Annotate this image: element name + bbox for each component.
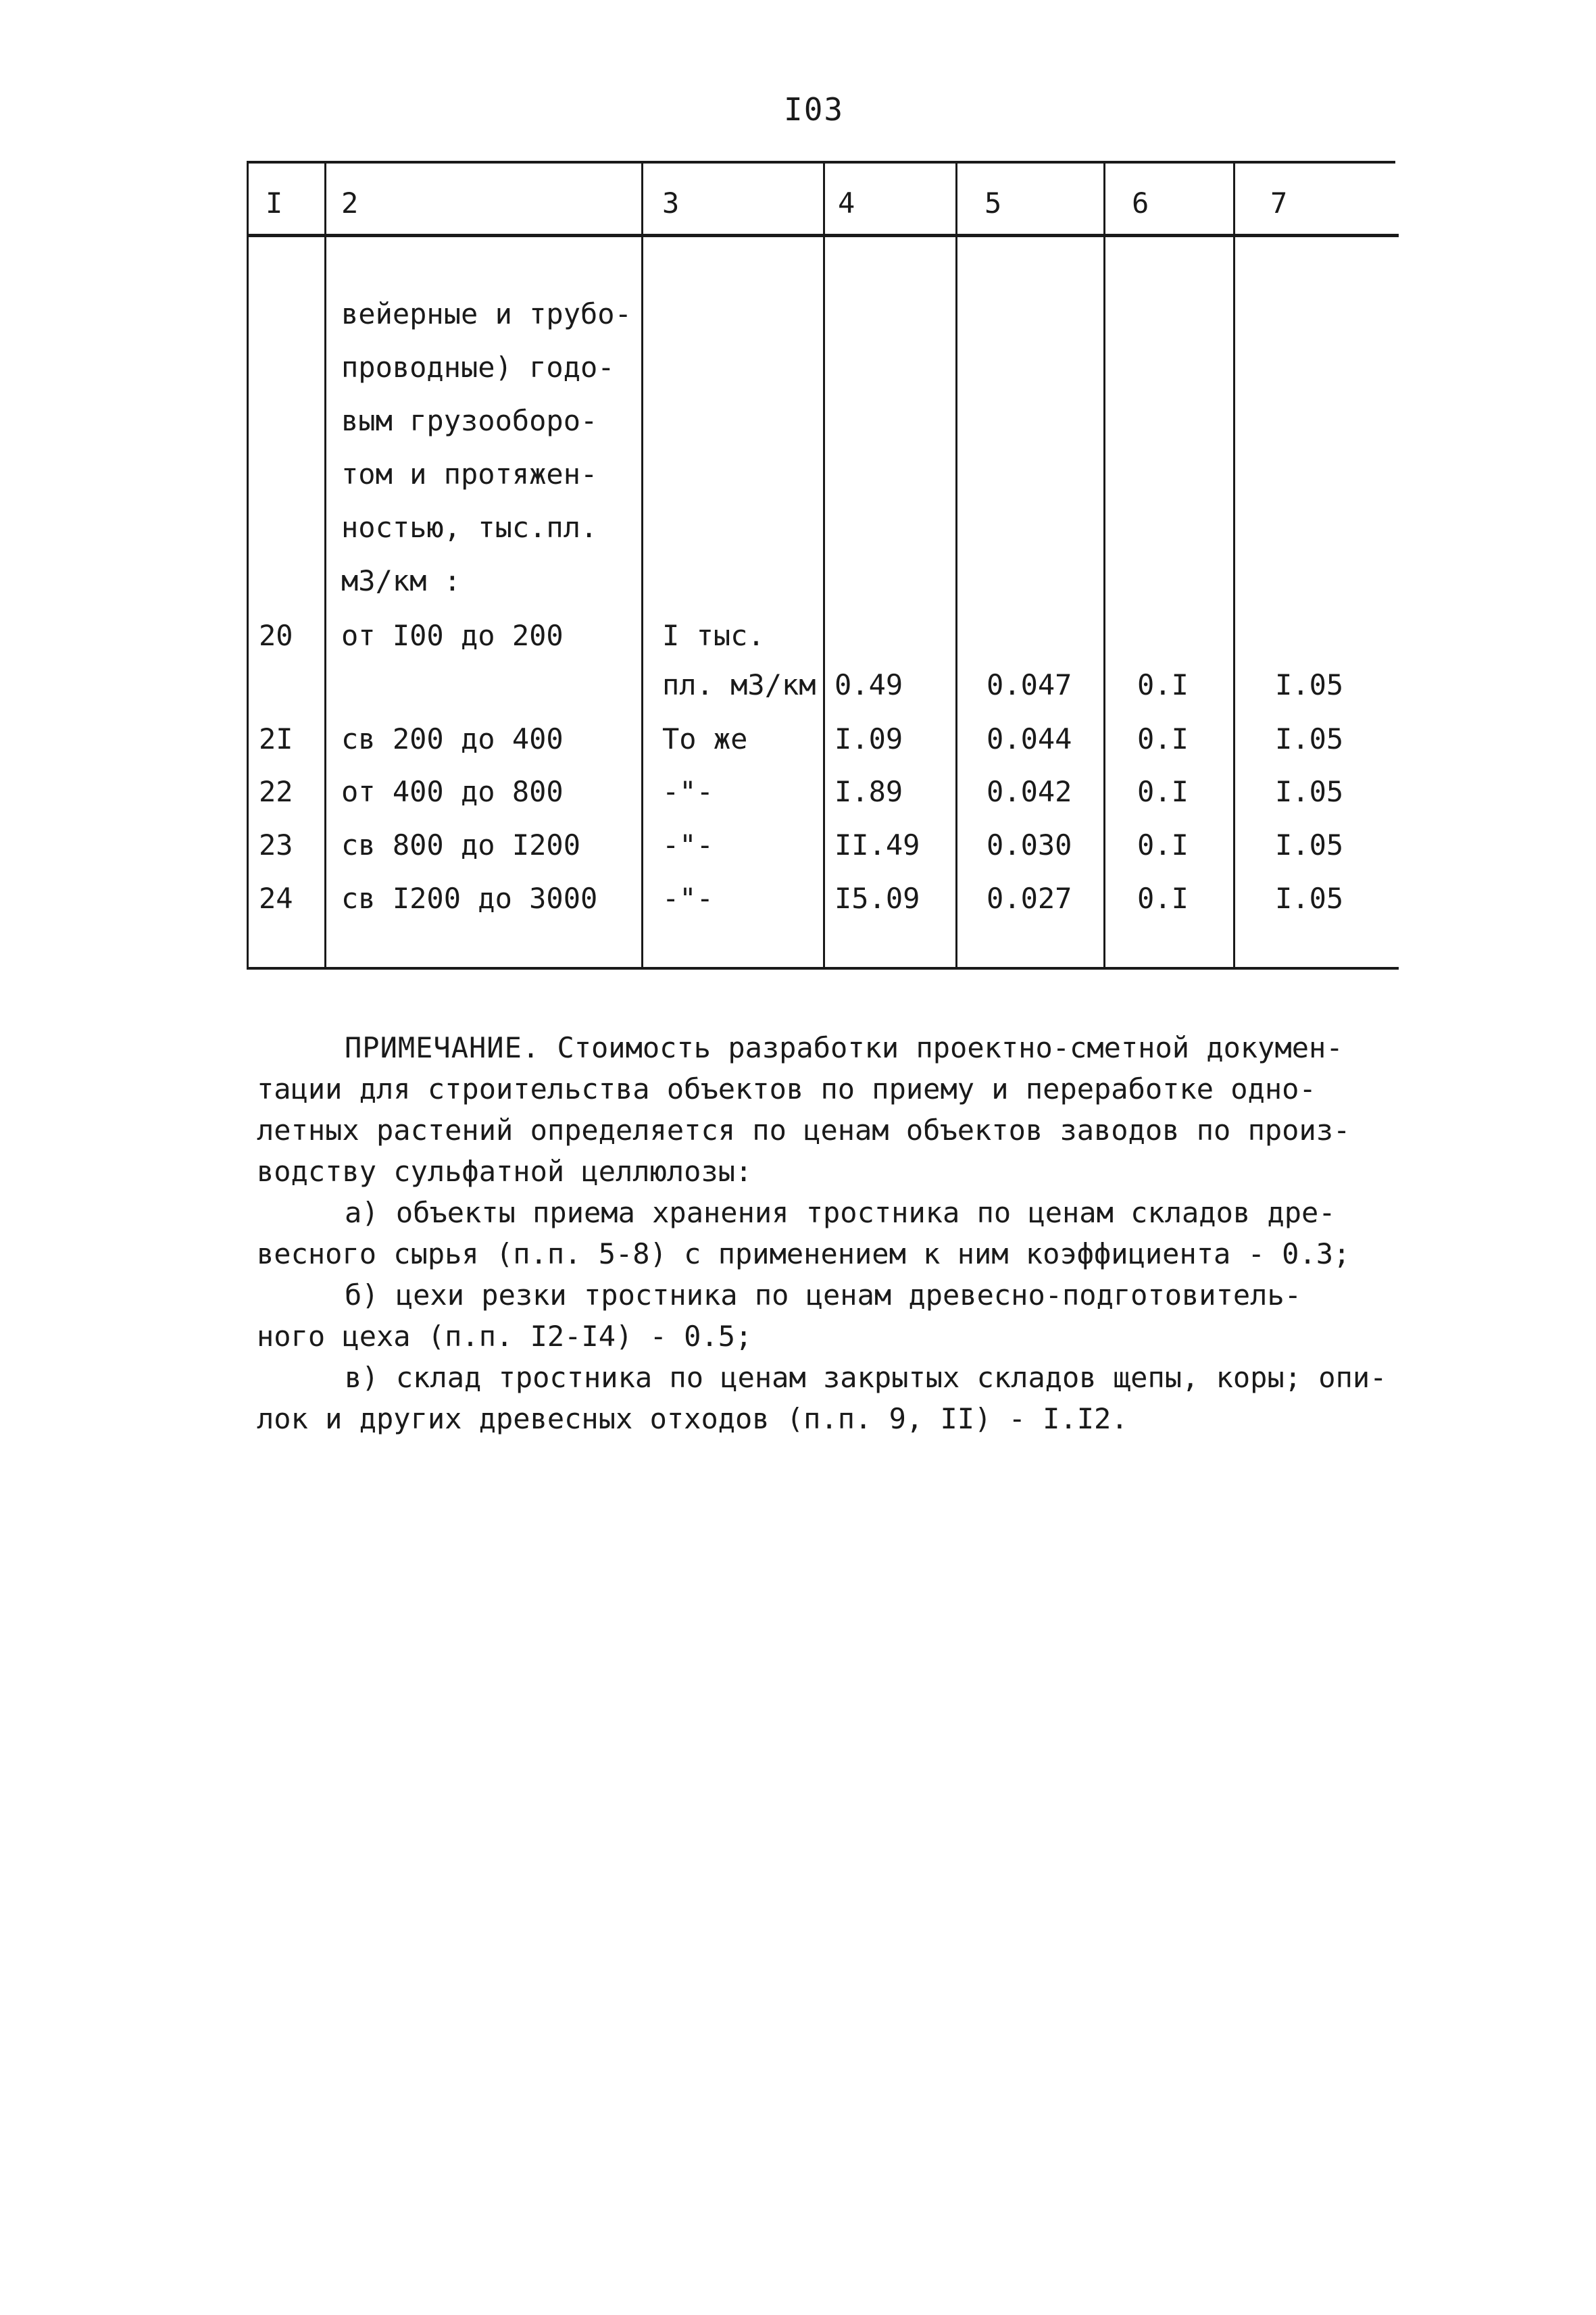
description-line: вейерные и трубо- (341, 297, 632, 330)
row-value-col6: 0.I (1137, 882, 1189, 915)
table-top-rule (247, 161, 1395, 164)
row-value-col4: I5.09 (834, 882, 920, 915)
description-line: м3/км : (341, 564, 462, 597)
note-line: летных растений определяется по ценам объектов заводов по произ- (257, 1114, 1351, 1147)
column-divider-2 (641, 161, 643, 970)
note-line: а) объекты приема хранения тростника по ценам складов дре- (345, 1196, 1336, 1229)
row-unit: -"- (662, 828, 714, 862)
note-line: водству сульфатной целлюлозы: (257, 1155, 753, 1188)
description-line: том и протяжен- (341, 457, 598, 491)
header-col-1: I (266, 186, 283, 220)
row-value-col5: 0.027 (987, 882, 1072, 915)
header-col-7: 7 (1270, 186, 1288, 220)
row-number: 2I (259, 722, 293, 755)
row-value-col4: 0.49 (834, 668, 903, 701)
row-value-col6: 0.I (1137, 722, 1189, 755)
page-number: I03 (784, 91, 845, 128)
column-divider-3 (823, 161, 825, 970)
row-value-col7: I.05 (1275, 668, 1344, 701)
column-divider-5 (1103, 161, 1105, 970)
row-value-col7: I.05 (1275, 775, 1344, 808)
column-divider-4 (955, 161, 957, 970)
row-number: 22 (259, 775, 293, 808)
row-value-col6: 0.I (1137, 828, 1189, 862)
row-range: св 800 до I200 (341, 828, 581, 862)
row-value-col4: I.09 (834, 722, 903, 755)
row-value-col7: I.05 (1275, 722, 1344, 755)
header-col-2: 2 (341, 186, 359, 220)
row-value-col5: 0.042 (987, 775, 1072, 808)
row-number: 24 (259, 882, 293, 915)
row-number: 20 (259, 619, 293, 652)
header-col-4: 4 (838, 186, 855, 220)
row-value-col4: I.89 (834, 775, 903, 808)
row-value-col7: I.05 (1275, 882, 1344, 915)
column-divider-1 (324, 161, 326, 970)
header-col-5: 5 (984, 186, 1002, 220)
note-line: ного цеха (п.п. I2-I4) - 0.5; (257, 1320, 753, 1353)
row-unit: пл. м3/км (662, 668, 816, 701)
column-divider-6 (1233, 161, 1235, 970)
note-line: весного сырья (п.п. 5-8) с применением к ним коэффициента - 0.3; (257, 1237, 1351, 1270)
row-range: св I200 до 3000 (341, 882, 598, 915)
row-value-col4: II.49 (834, 828, 920, 862)
note-label: ПРИМЕЧАНИЕ. (345, 1031, 541, 1064)
note-text: Стоимость разработки проектно-сметной докумен- (557, 1031, 1343, 1064)
description-line: ностью, тыс.пл. (341, 511, 598, 544)
row-range: от I00 до 200 (341, 619, 564, 652)
description-line: вым грузооборо- (341, 404, 598, 437)
note-line (257, 1027, 1392, 1068)
row-value-col7: I.05 (1275, 828, 1344, 862)
note-line: лок и других древесных отходов (п.п. 9, II) - I.I2. (257, 1402, 1128, 1435)
table-left-border (247, 161, 249, 970)
row-unit: -"- (662, 882, 714, 915)
row-range: от 400 до 800 (341, 775, 564, 808)
note-line: в) склад тростника по ценам закрытых складов щепы, коры; опи- (345, 1361, 1387, 1394)
row-range: св 200 до 400 (341, 722, 564, 755)
row-unit: -"- (662, 775, 714, 808)
row-value-col5: 0.044 (987, 722, 1072, 755)
row-unit: То же (662, 722, 748, 755)
row-value-col6: 0.I (1137, 775, 1189, 808)
row-number: 23 (259, 828, 293, 862)
row-value-col6: 0.I (1137, 668, 1189, 701)
note-block (257, 1027, 1392, 1439)
row-unit: I тыс. (662, 619, 765, 652)
note-line: тации для строительства объектов по приему и переработке одно- (257, 1072, 1316, 1105)
description-line: проводные) годо- (341, 351, 615, 384)
row-value-col5: 0.047 (987, 668, 1072, 701)
tariff-table (247, 154, 1399, 981)
note-line: б) цехи резки тростника по ценам древесно-подготовитель- (345, 1278, 1302, 1312)
header-col-3: 3 (662, 186, 680, 220)
row-value-col5: 0.030 (987, 828, 1072, 862)
header-col-6: 6 (1132, 186, 1149, 220)
